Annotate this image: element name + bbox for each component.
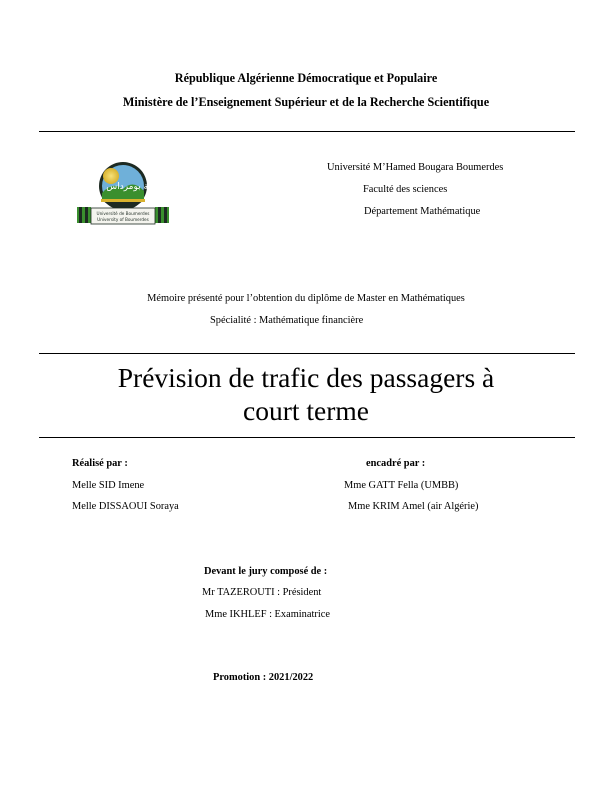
title-top-divider <box>39 353 575 354</box>
logo-arabic-text: جامعة بومرداس <box>106 182 166 192</box>
author-name: Melle SID Imene <box>72 480 145 491</box>
authors-label: Réalisé par : <box>72 458 128 469</box>
university-name: Université M’Hamed Bougara Boumerdes <box>327 162 504 173</box>
author-name: Melle DISSAOUI Soraya <box>72 501 179 512</box>
jury-member: Mme IKHLEF : Examinatrice <box>205 609 330 620</box>
promotion: Promotion : 2021/2022 <box>213 672 314 683</box>
jury-member: Mr TAZEROUTI : Président <box>202 587 322 598</box>
ministry-header: Ministère de l’Enseignement Supérieur et de la Recherche Scientifique <box>122 95 490 109</box>
thesis-title-line1: Prévision de trafic des passagers à <box>117 362 495 393</box>
speciality: Spécialité : Mathématique financière <box>210 315 364 326</box>
supervisor-name: Mme GATT Fella (UMBB) <box>344 480 459 491</box>
logo-caption-en: University of Boumerdes <box>97 217 149 222</box>
title-bottom-divider <box>39 437 575 438</box>
logo-caption-fr: Université de Boumerdes <box>96 211 150 216</box>
thesis-title-line2: court terme <box>243 395 369 426</box>
header-divider <box>39 131 575 132</box>
supervisors-label: encadré par : <box>366 458 426 469</box>
memoire-purpose: Mémoire présenté pour l’obtention du diplôme de Master en Mathématiques <box>147 293 465 304</box>
university-logo <box>73 159 173 231</box>
faculty-name: Faculté des sciences <box>363 184 448 195</box>
jury-label: Devant le jury composé de : <box>204 566 328 577</box>
country-header: République Algérienne Démocratique et Populaire <box>174 71 438 85</box>
thesis-title <box>0 361 612 427</box>
supervisor-name: Mme KRIM Amel (air Algérie) <box>348 501 479 512</box>
department-name: Département Mathématique <box>364 206 481 217</box>
